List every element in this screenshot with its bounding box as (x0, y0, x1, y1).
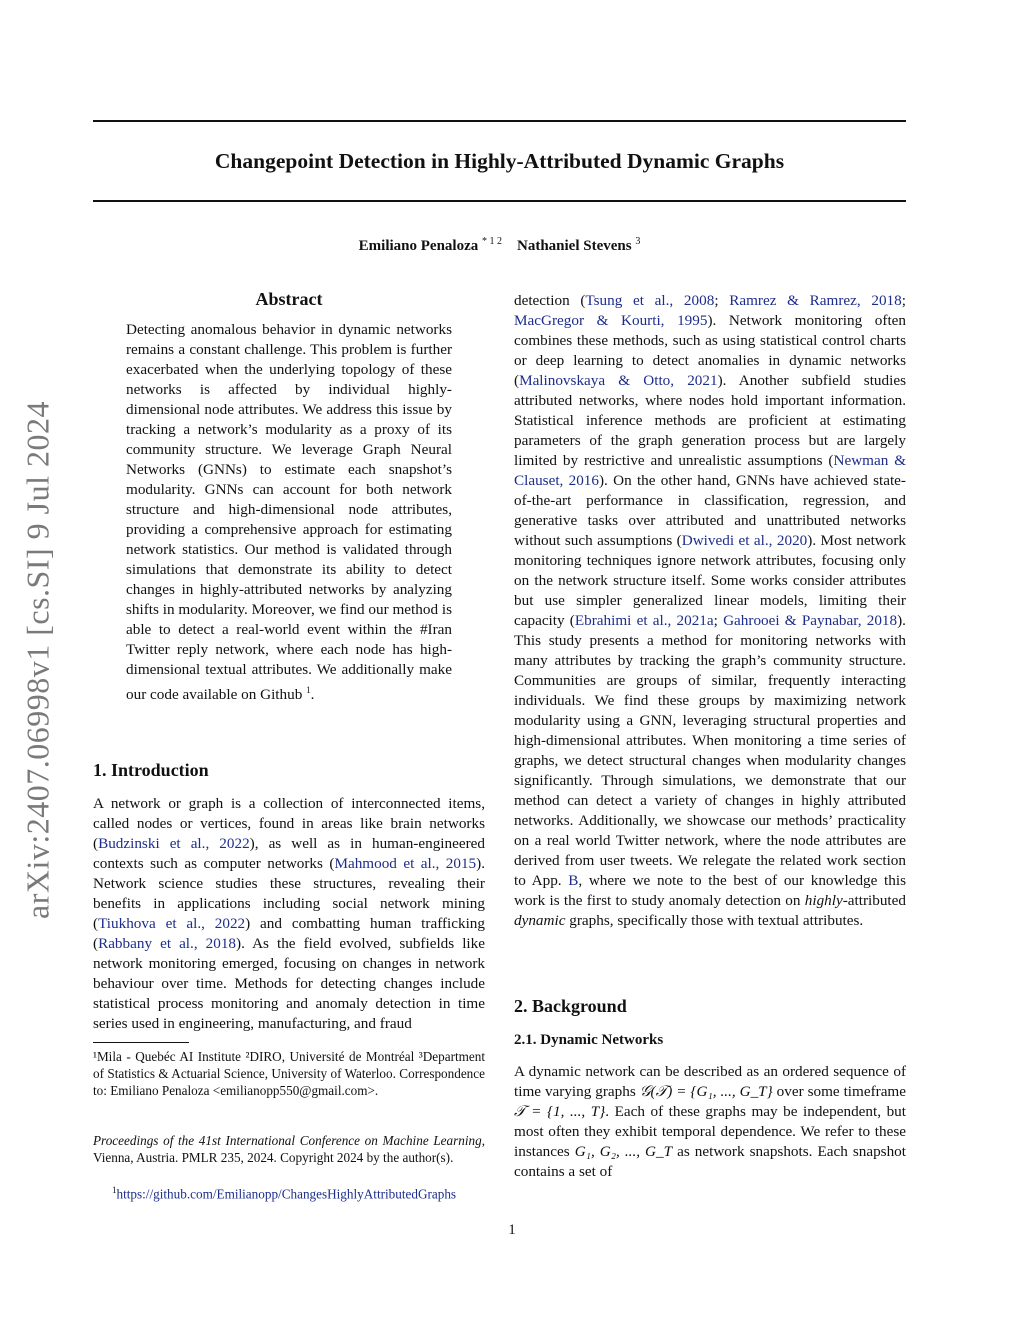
right-column-body (514, 291, 906, 931)
text: ). Network science studies these structures, revealing their benefits in applications including social network mining ( (93, 855, 485, 932)
math-expression: 𝒯 = {1, ..., T} (514, 1103, 606, 1120)
text: ) and combatting human trafficking ( (93, 915, 485, 952)
paper-title: Changepoint Detection in Highly-Attributed Dynamic Graphs (214, 149, 785, 173)
intro-heading: 1. Introduction (93, 760, 209, 780)
citation-link[interactable]: Newman & Clauset, 2016 (514, 452, 907, 489)
footnote-mark: 1 (306, 685, 311, 695)
citation-link[interactable]: Ebrahimi et al., 2021a (574, 612, 714, 629)
author-affiliation-marks: 3 (635, 236, 641, 247)
abstract-text: Detecting anomalous behavior in dynamic networks remains a constant challenge. This problem is further exacerbated when the underlying topology of these networks is affected by individual highly-dimensional node attributes. We address this issue by tracking a network’s modularity as a proxy of its community structure. We leverage Graph Neural Networks (GNNs) to estimate each snapshot’s modularity. GNNs can account for both network structure and high-dimensional node attributes, providing a comprehensive approach for estimating network statistics. Our method is validated through simulations that demonstrate its ability to detect changes in highly-attributed networks by analyzing shifts in modularity. Moreover, we find our method is able to detect a real-world event within the #Iran Twitter reply network, where each node has high-dimensional textual attributes. We additionally make our code available on Github (126, 321, 452, 704)
title-top-rule (93, 120, 906, 122)
footnote-rule (93, 1042, 189, 1043)
math-expression: G₁, G₂, ..., G_T (574, 1143, 673, 1160)
text: ). Another subfield studies attributed networks, where nodes hold important information. Statistical inference methods are proficient at estimating parameters of the graph generation process but are largely limited by restrictive and unrealistic assumptions ( (514, 372, 906, 469)
emphasis: highly (804, 892, 843, 909)
text: ). Network monitoring often combines these methods, such as using statistical control charts or deep learning to detect anomalies in dynamic networks ( (514, 312, 906, 389)
github-link[interactable]: https://github.com/Emilianopp/ChangesHighlyAttributedGraphs (116, 1186, 457, 1202)
citation-link[interactable]: Gahrooei & Paynabar, 2018 (723, 612, 898, 629)
footnote-mark: 1 (112, 1185, 117, 1195)
citation-link[interactable]: Tiukhova et al., 2022 (98, 915, 246, 932)
text: ). On the other hand, GNNs have achieved state-of-the-art performance in classification, regression, and generative tasks over attributed and unattributed networks without such assumptions ( (514, 472, 906, 549)
text: . Each of these graphs may be independent, but most often they exhibit temporal dependence. We refer to these instances (514, 1103, 906, 1160)
citation-link[interactable]: Dwivedi et al., 2020 (681, 532, 808, 549)
text: ). As the field evolved, subfields like network monitoring emerged, focusing on changes in network behaviour over time. Methods for detecting changes include statistical process monitoring and anomaly detection in time series used in engineering, manufacturing, and fraud (93, 935, 485, 1032)
citation-link[interactable]: Tsung et al., 2008 (585, 292, 715, 309)
text: ). This study presents a method for monitoring networks with many attributes by tracking the graph’s community structure. Communities are groups of similar, frequently interacting individuals. We find these groups by maximizing network modularity using a GNN, leveraging structural properties and high-dimensional attributes. When monitoring a time series of graphs, we detect structural changes when modularity changes significantly. Through simulations, we demonstrate that our method can detect a variety of changes in highly attributed networks. Additionally, we showcase our methods’ practicality on a real world Twitter network, where the node attributes are derived from user tweets. We relegate the related work section to App. (514, 612, 906, 889)
abstract-body (126, 320, 452, 705)
text: detection ( (514, 292, 586, 309)
math-expression: 𝒢(𝒯) = {G₁, ..., G_T} (639, 1083, 773, 1100)
citation-link[interactable]: Mahmood et al., 2015 (334, 855, 477, 872)
text: A network or graph is a collection of interconnected items, called nodes or vertices, found in areas like brain networks ( (93, 795, 485, 852)
abstract-heading: Abstract (255, 289, 323, 309)
text: A dynamic network can be described as an ordered sequence of time varying graphs (514, 1063, 906, 1100)
citation-link[interactable]: Budzinski et al., 2022 (98, 835, 250, 852)
text: ; (713, 612, 724, 629)
background-body (514, 1062, 906, 1182)
citation-link[interactable]: MacGregor & Kourti, 1995 (514, 312, 708, 329)
text: -attributed (842, 892, 906, 909)
author-name: Emiliano Penaloza (358, 238, 479, 254)
author-name: Nathaniel Stevens (517, 238, 632, 254)
affiliation-footnote: ¹Mila - Quebéc AI Institute ²DIRO, Université de Montréal ³Department of Statistics & Actuarial Science, University of Waterloo. Correspondence to: Emiliano Penaloza <emilianopp550@gmail.com>. (93, 1049, 485, 1098)
text: ), as well as in human-engineered contexts such as computer networks ( (93, 835, 485, 872)
arxiv-side-stamp: arXiv:2407.06998v1 [cs.SI] 9 Jul 2024 (19, 400, 56, 920)
proceedings-title: Proceedings of the 41st International Conference on Machine Learning (93, 1133, 482, 1148)
text: ). Most network monitoring techniques ignore network attributes, focusing only on the network structure itself. Some works consider attributes but use simpler generalized linear models, limiting their capacity ( (514, 532, 906, 629)
text: as network snapshots. Each snapshot contains a set of (514, 1143, 906, 1180)
intro-body (93, 794, 485, 1034)
text: graphs, specifically those with textual attributes. (565, 912, 864, 929)
title-bottom-rule (93, 200, 906, 202)
citation-link[interactable]: Malinovskaya & Otto, 2021 (519, 372, 718, 389)
page-number: 1 (508, 1222, 516, 1238)
author-list (93, 236, 906, 255)
text: ; (714, 292, 730, 309)
text: over some timeframe (772, 1083, 906, 1100)
background-heading: 2. Background (514, 996, 627, 1016)
citation-link[interactable]: Ramrez & Ramrez, 2018 (729, 292, 902, 309)
author-affiliation-marks: * 1 2 (482, 236, 502, 247)
proceedings-rest: , Vienna, Austria. PMLR 235, 2024. Copyright 2024 by the author(s). (93, 1133, 485, 1165)
dynamic-networks-subheading: 2.1. Dynamic Networks (514, 1032, 664, 1048)
text: ; (901, 292, 906, 309)
url-footnote (112, 1182, 512, 1202)
appendix-link[interactable]: B (568, 872, 579, 889)
abstract-end: . (310, 686, 315, 704)
citation-link[interactable]: Rabbany et al., 2018 (98, 935, 237, 952)
emphasis: dynamic (514, 912, 566, 929)
proceedings-note (93, 1132, 485, 1166)
text: , where we note to the best of our knowledge this work is the first to study anomaly detection on (514, 872, 906, 909)
